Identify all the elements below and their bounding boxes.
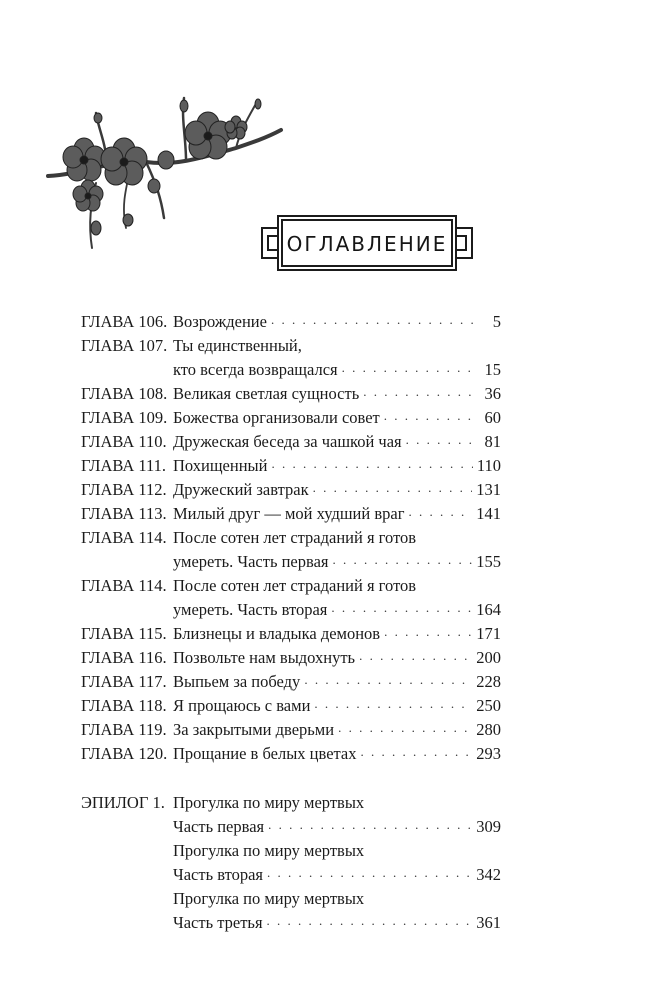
toc-entry-title: умереть. Часть первая [173, 552, 329, 571]
dot-leader [313, 476, 473, 500]
dot-leader [359, 644, 472, 668]
epilogue-entry-line [81, 863, 501, 887]
toc-entry-title: За закрытыми дверьми [173, 720, 335, 739]
toc-entry-line [81, 670, 501, 694]
toc-entry-line [81, 622, 501, 646]
epilogue-entry-title-body [173, 863, 501, 887]
toc-entry-line [81, 526, 501, 550]
toc-entry-label [81, 550, 173, 574]
toc-entry-title: Великая светлая сущность [173, 384, 360, 403]
dot-leader [384, 404, 479, 428]
toc-entry-title: Выпьем за победу [173, 672, 301, 691]
epilogue-entry-title-body [173, 887, 501, 911]
toc-entry-title-body [173, 598, 501, 622]
dot-leader [342, 356, 479, 380]
toc-entry-title-body [173, 430, 501, 454]
dot-leader [267, 909, 473, 933]
toc-entry-page-number: 200 [476, 648, 501, 667]
toc-entry-title: Дружеская беседа за чашкой чая [173, 432, 402, 451]
toc-entry-title: умереть. Часть вторая [173, 600, 328, 619]
epilogue-entry-page-number: 309 [476, 817, 501, 836]
toc-entry-line [81, 382, 501, 406]
toc-entry-title-body [173, 550, 501, 574]
toc-entry-title: Милый друг — мой худший враг [173, 504, 405, 523]
toc-entry-label: ГЛАВА 119. [81, 720, 167, 739]
epilogue-entry-title: Часть вторая [173, 865, 264, 884]
plum-blossom-illustration [36, 88, 286, 258]
toc-entry-page-number: 110 [476, 456, 501, 475]
toc-entry-title: Похищенный [173, 456, 268, 475]
toc-entry-line [81, 694, 501, 718]
toc-entry-line [81, 454, 501, 478]
toc-entry-title-body [173, 502, 501, 526]
toc-entry-title: Возрождение [173, 312, 267, 331]
toc-entry-label: ГЛАВА 111. [81, 456, 167, 475]
dot-leader [267, 861, 472, 885]
dot-leader [361, 740, 473, 764]
toc-entry-label [81, 598, 173, 622]
toc-entry-label: ГЛАВА 113. [81, 504, 167, 523]
epilogue-entry-title-body [173, 839, 501, 863]
toc-entry-title-body [173, 454, 501, 478]
toc-entry-line [81, 742, 501, 766]
toc-entry-label: ГЛАВА 117. [81, 672, 167, 691]
epilogue-entry-label [81, 911, 173, 935]
dot-leader [331, 596, 472, 620]
toc-entry-label: ГЛАВА 114. [81, 576, 167, 595]
dot-leader [271, 452, 472, 476]
epilogue-entry-label [81, 815, 173, 839]
epilogue-entry-title-body [173, 791, 501, 815]
page-title: ОГЛАВЛЕНИЕ [286, 232, 448, 256]
epilogue-entry-label [81, 863, 173, 887]
toc-entry-line [81, 478, 501, 502]
dot-leader [271, 308, 479, 332]
epilogue-entry-title: Прогулка по миру мертвых [173, 889, 365, 908]
toc-entry-label: ГЛАВА 109. [81, 408, 168, 427]
dot-leader [384, 620, 472, 644]
toc-entry-label: ГЛАВА 116. [81, 648, 167, 667]
toc-entry-label [81, 358, 173, 382]
toc-entry-page-number: 141 [476, 504, 501, 523]
dot-leader [268, 813, 472, 837]
epilogue-entry-page-number: 361 [476, 913, 501, 932]
toc-entry-page-number: 5 [492, 312, 501, 331]
epilogue-entry-label: ЭПИЛОГ 1. [81, 793, 165, 812]
toc-entry-title: Прощание в белых цветах [173, 744, 357, 763]
toc-entry-title: Я прощаюсь с вами [173, 696, 311, 715]
toc-entry-label: ГЛАВА 120. [81, 744, 168, 763]
toc-entry-page-number: 250 [476, 696, 501, 715]
toc-entry-page-number: 171 [476, 624, 501, 643]
toc-entry-title-body [173, 406, 501, 430]
epilogue-entry-line [81, 791, 501, 815]
toc-entry-line [81, 430, 501, 454]
epilogue-entry-label [81, 839, 173, 863]
toc-entry-line [81, 502, 501, 526]
epilogue-entry-page-number: 342 [476, 865, 501, 884]
toc-entry-title-body [173, 670, 501, 694]
dot-leader [363, 380, 479, 404]
toc-entry-label: ГЛАВА 112. [81, 480, 167, 499]
toc-entry-title: кто всегда возвращался [173, 360, 338, 379]
dot-leader [304, 668, 472, 692]
toc-entry-title-body [173, 574, 501, 598]
toc-entry-title: Близнецы и владыка демонов [173, 624, 381, 643]
toc-entry-label: ГЛАВА 108. [81, 384, 168, 403]
epilogue-entry-label [81, 887, 173, 911]
toc-entry-page-number: 60 [484, 408, 501, 427]
toc-entry-title-body [173, 358, 501, 382]
epilogue-entry-line [81, 815, 501, 839]
epilogue-entry-title-body [173, 911, 501, 935]
table-of-contents [81, 310, 501, 935]
dot-leader [314, 692, 472, 716]
dot-leader [406, 428, 479, 452]
toc-entry-title: После сотен лет страданий я готов [173, 528, 417, 547]
epilogue-entry-line [81, 911, 501, 935]
toc-entry-label: ГЛАВА 115. [81, 624, 167, 643]
section-gap [81, 766, 501, 791]
toc-entry-title-body [173, 334, 501, 358]
toc-entry-page-number: 81 [484, 432, 501, 451]
toc-entry-label: ГЛАВА 106. [81, 312, 168, 331]
epilogue-entry-title: Часть третья [173, 913, 263, 932]
epilogue-entry-title-body [173, 815, 501, 839]
toc-entry-line [81, 358, 501, 382]
epilogue-entry-line [81, 839, 501, 863]
toc-entry-title-body [173, 694, 501, 718]
toc-entry-label: ГЛАВА 107. [81, 336, 168, 355]
toc-entry-title: После сотен лет страданий я готов [173, 576, 417, 595]
toc-entry-title-body [173, 622, 501, 646]
toc-entry-page-number: 15 [484, 360, 501, 379]
toc-entry-page-number: 228 [476, 672, 501, 691]
dot-leader [408, 500, 472, 524]
toc-entry-line [81, 406, 501, 430]
toc-entry-title-body [173, 526, 501, 550]
toc-entry-line [81, 550, 501, 574]
toc-entry-page-number: 131 [476, 480, 501, 499]
epilogue-entry-title: Прогулка по миру мертвых [173, 793, 365, 812]
toc-entry-title-body [173, 382, 501, 406]
toc-entry-page-number: 280 [476, 720, 501, 739]
toc-entry-label: ГЛАВА 110. [81, 432, 167, 451]
toc-entry-title-body [173, 742, 501, 766]
toc-entry-title: Ты единственный, [173, 336, 302, 355]
toc-entry-title-body [173, 718, 501, 742]
toc-entry-title-body [173, 478, 501, 502]
toc-entry-line [81, 718, 501, 742]
toc-entry-title-body [173, 310, 501, 334]
toc-entry-label: ГЛАВА 114. [81, 528, 167, 547]
toc-entry-page-number: 293 [476, 744, 501, 763]
toc-entry-title-body [173, 646, 501, 670]
epilogue-entry-title: Прогулка по миру мертвых [173, 841, 365, 860]
toc-entry-line [81, 598, 501, 622]
toc-entry-title: Божества организовали совет [173, 408, 380, 427]
toc-entry-label: ГЛАВА 118. [81, 696, 167, 715]
epilogue-entry-title: Часть первая [173, 817, 265, 836]
toc-entry-line [81, 574, 501, 598]
dot-leader [332, 548, 472, 572]
toc-entry-page-number: 164 [476, 600, 501, 619]
toc-entry-page-number: 36 [484, 384, 501, 403]
epilogue-entry-line [81, 887, 501, 911]
dot-leader [338, 716, 472, 740]
toc-entry-page-number: 155 [476, 552, 501, 571]
toc-entry-line [81, 334, 501, 358]
toc-entry-title: Позвольте нам выдохнуть [173, 648, 356, 667]
toc-entry-line [81, 646, 501, 670]
toc-entry-title: Дружеский завтрак [173, 480, 309, 499]
toc-entry-line [81, 310, 501, 334]
